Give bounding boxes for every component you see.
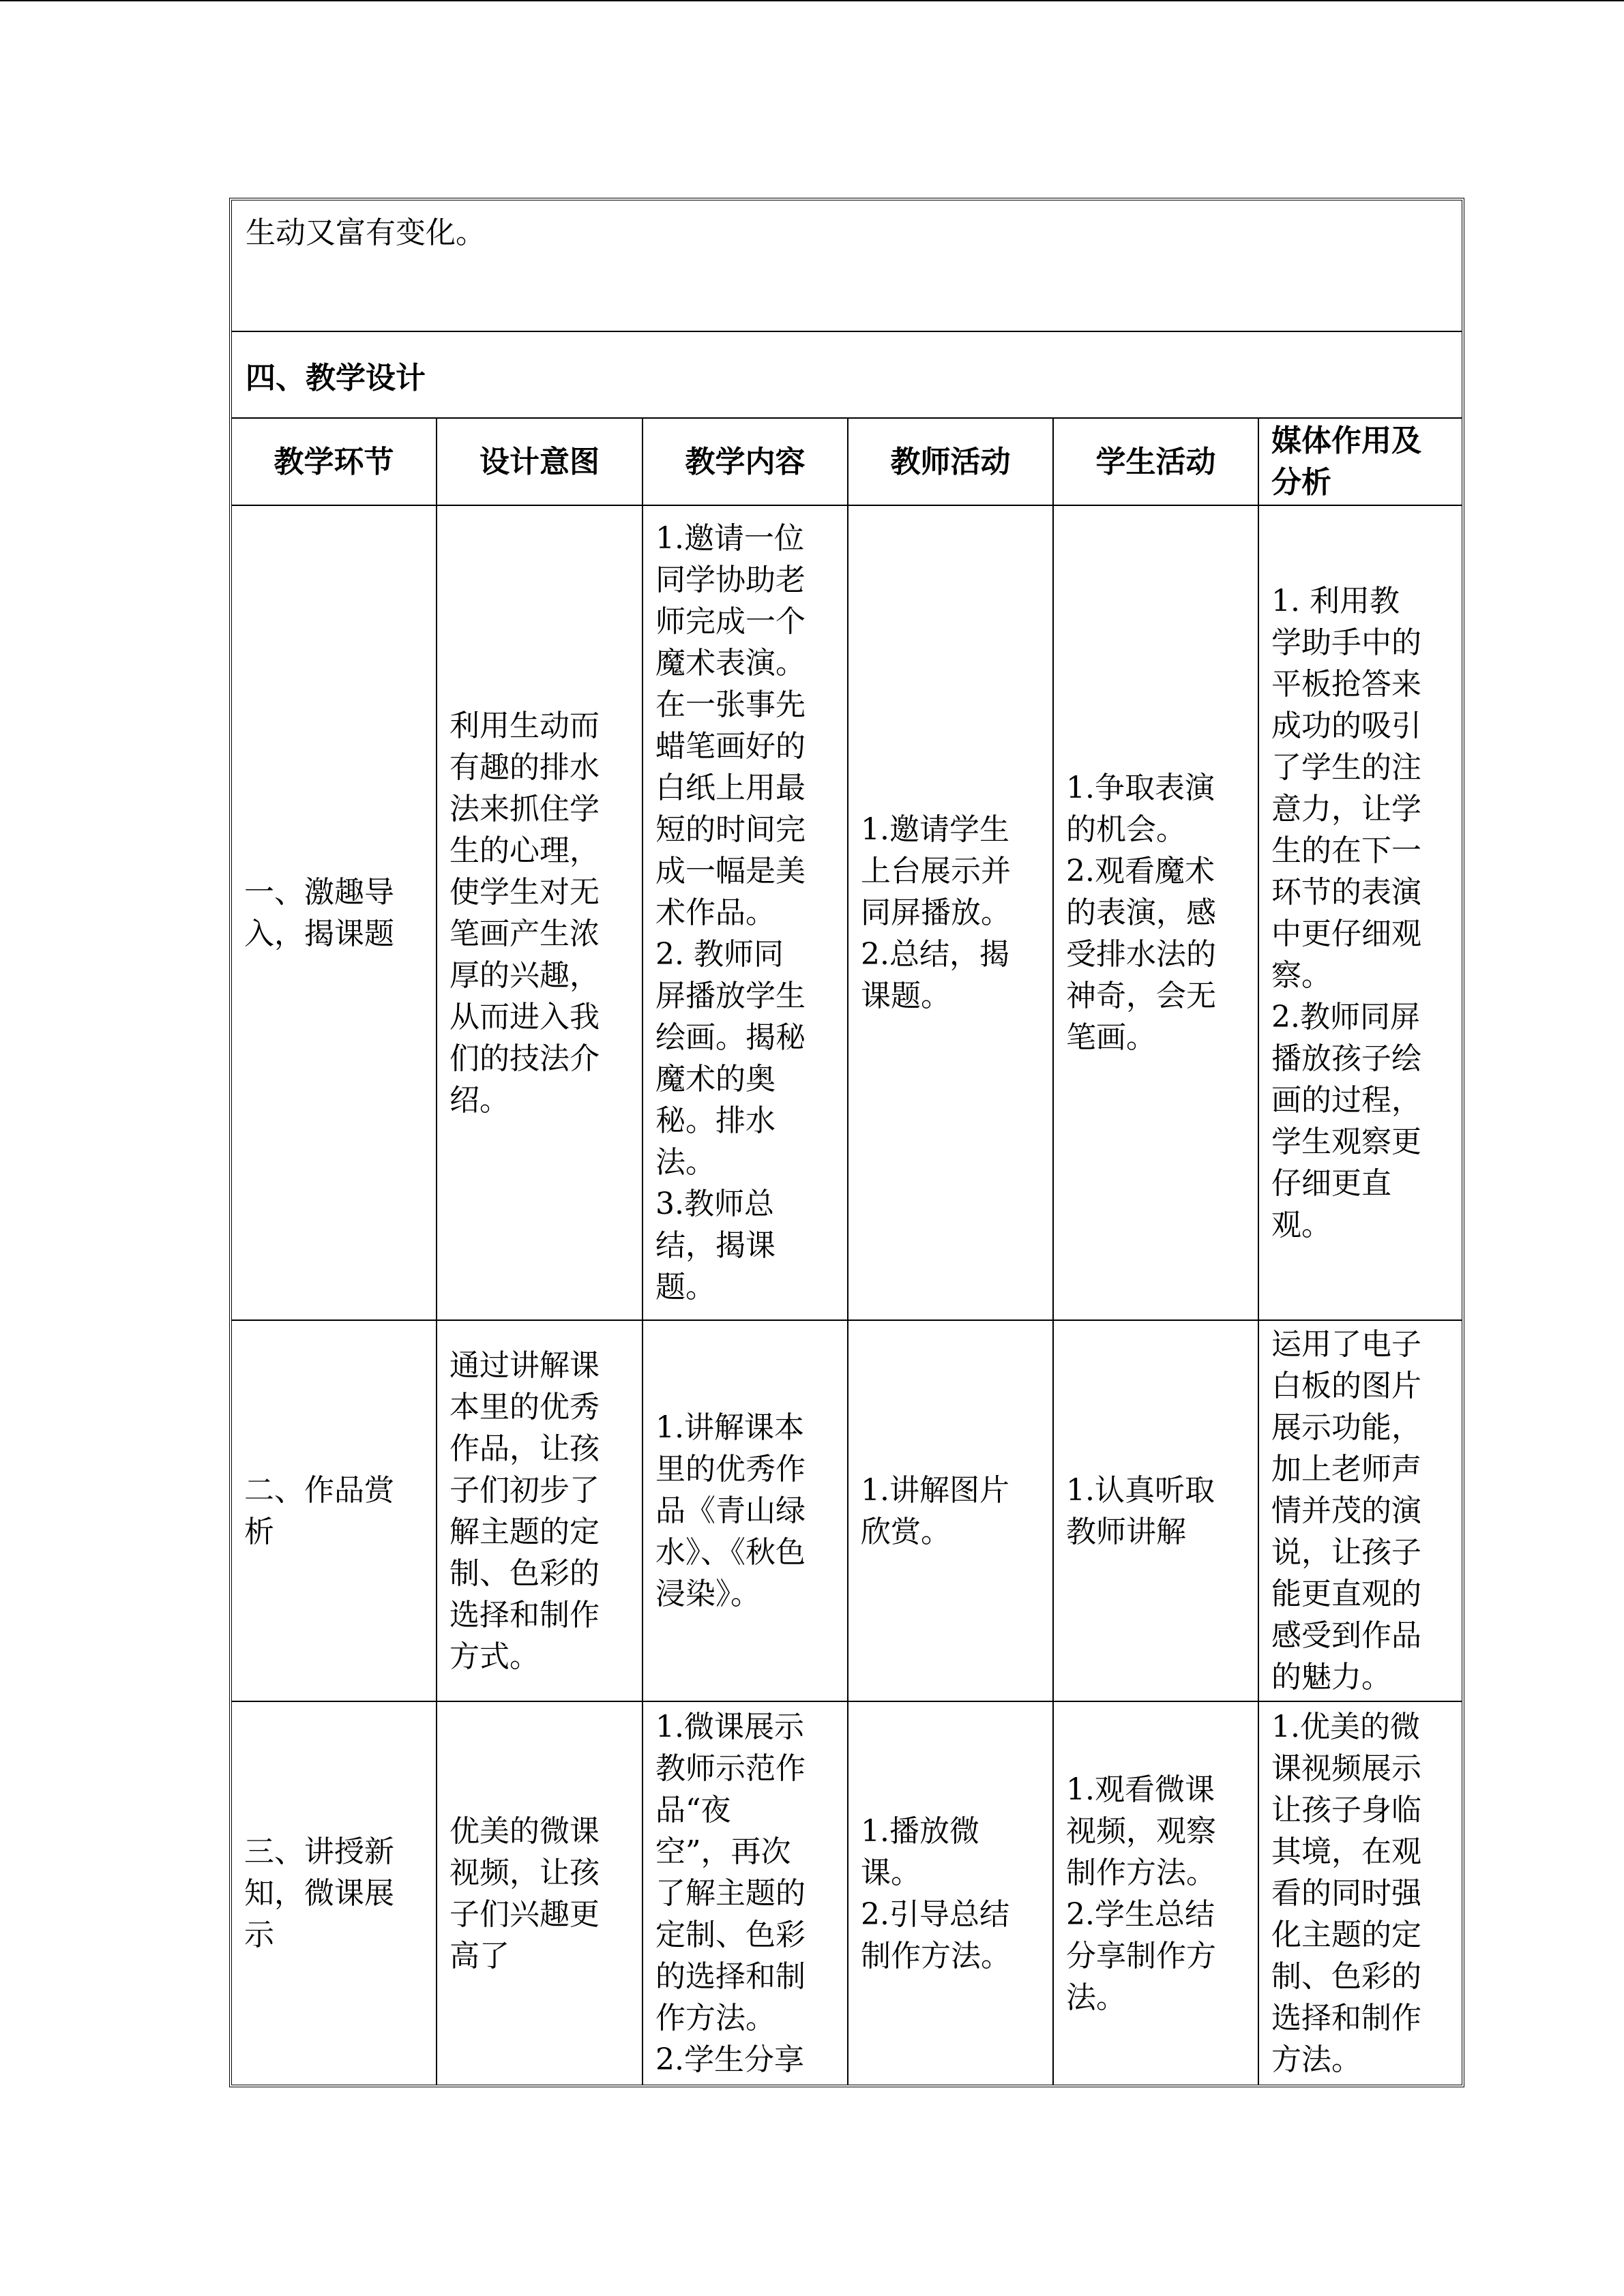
cell-teacher: 1.播放微 课。 2.引导总结 制作方法。 <box>848 1701 1053 2085</box>
cell-media: 1.优美的微 课视频展示 让孩子身临 其境，在观 看的同时强 化主题的定 制、色彩的 选择和制作 方法。 <box>1258 1701 1462 2085</box>
section-title: 四、教学设计 <box>246 360 426 396</box>
header-stage: 教学环节 <box>232 419 437 505</box>
intro-text: 生动又富有变化。 <box>246 215 486 250</box>
table-row <box>232 1701 1462 2085</box>
cell-stage: 三、讲授新 知，微课展 示 <box>244 1834 394 1952</box>
header-student: 学生活动 <box>1053 419 1258 505</box>
cell-media: 运用了电子 白板的图片 展示功能， 加上老师声 情并茂的演 说，让孩子 能更直观的 感受到作品 的魅力。 <box>1258 1320 1462 1701</box>
cell-student: 1.认真听取 教师讲解 <box>1053 1320 1258 1701</box>
section-heading-row <box>232 332 1462 419</box>
intro-row <box>232 200 1462 332</box>
cell-student: 1.争取表演 的机会。 2.观看魔术 的表演，感 受排水法的 神奇，会无 笔画。 <box>1053 505 1258 1320</box>
table-row <box>232 505 1462 1320</box>
header-intent: 设计意图 <box>437 419 643 505</box>
table-row <box>232 1320 1462 1701</box>
cell-student: 1.观看微课 视频，观察 制作方法。 2.学生总结 分享制作方 法。 <box>1053 1701 1258 2085</box>
cell-stage: 一、激趣导 入，揭课题 <box>232 505 437 1320</box>
cell-intent: 优美的微课 视频，让孩 子们兴趣更 高了 <box>437 1701 643 2085</box>
header-media: 媒体作用及 分析 <box>1258 419 1462 505</box>
cell-content: 1.讲解课本 里的优秀作 品《青山绿 水》、《秋色 浸染》。 <box>643 1320 848 1701</box>
header-teacher: 教师活动 <box>848 419 1053 505</box>
header-row <box>232 419 1462 505</box>
cell-teacher: 1.讲解图片 欣赏。 <box>848 1320 1053 1701</box>
cell-teacher: 1.邀请学生 上台展示并 同屏播放。 2.总结，揭 课题。 <box>848 505 1053 1320</box>
lesson-plan-table <box>229 198 1464 2087</box>
teaching-design-table <box>232 419 1462 2085</box>
header-content: 教学内容 <box>643 419 848 505</box>
cell-media: 1. 利用教 学助手中的 平板抢答来 成功的吸引 了学生的注 意力，让学 生的在下一 环节的表演 中更仔细观 察。 2.教师同屏 播放孩子绘 画的过程， 学生观察更 仔细更直 观。 <box>1258 505 1462 1320</box>
cell-content: 1.微课展示 教师示范作 品“夜 空”，再次 了解主题的 定制、色彩 的选择和制 作方法。 2.学生分享 <box>643 1701 848 2085</box>
cell-content: 1.邀请一位 同学协助老 师完成一个 魔术表演。 在一张事先 蜡笔画好的 白纸上用最 短的时间完 成一幅是美 术作品。 2. 教师同 屏播放学生 绘画。揭秘 魔术的奥 秘。排水 法。 3.教师总 结，揭课 题。 <box>643 505 848 1320</box>
cell-intent: 通过讲解课 本里的优秀 作品，让孩 子们初步了 解主题的定 制、色彩的 选择和制作 方式。 <box>437 1320 643 1701</box>
cell-intent: 利用生动而 有趣的排水 法来抓住学 生的心理， 使学生对无 笔画产生浓 厚的兴趣， 从而进入我 们的技法介 绍。 <box>437 505 643 1320</box>
page-top-edge <box>0 0 1624 1</box>
cell-stage: 二、作品赏 析 <box>232 1320 437 1701</box>
